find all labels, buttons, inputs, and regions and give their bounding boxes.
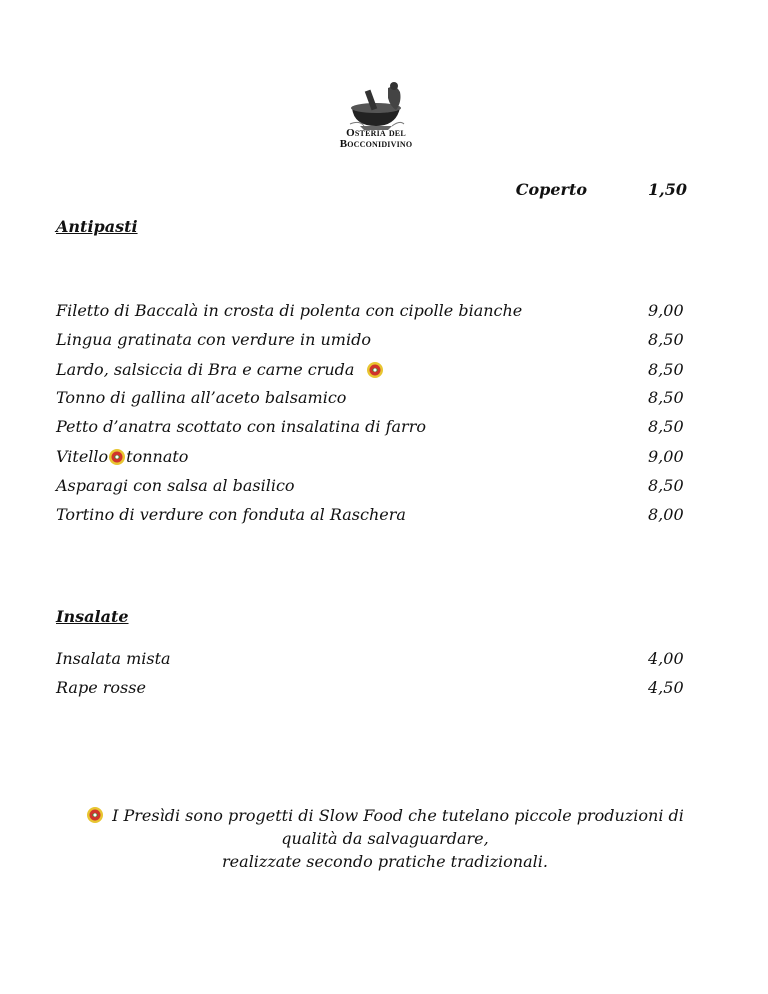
menu-item-price: 8,50 [648, 476, 684, 495]
menu-item [56, 649, 696, 671]
menu-item-price: 4,50 [648, 678, 684, 697]
presidio-icon [86, 806, 104, 824]
footnote-line-3: realizzate secondo pratiche tradizionali. [222, 852, 548, 871]
menu-item-name-part-2: tonnato [126, 447, 189, 466]
coperto-label: Coperto [515, 180, 587, 199]
mortar-pestle-icon [330, 80, 422, 130]
menu-item-price: 9,00 [648, 301, 684, 320]
menu-item-price: 4,00 [648, 649, 684, 668]
menu-item-name: Tortino di verdure con fonduta al Raschera [56, 505, 406, 524]
menu-item-name: Lardo, salsiccia di Bra e carne cruda [56, 360, 355, 379]
menu-item [56, 447, 696, 469]
presidio-footnote [80, 804, 690, 873]
menu-item-price: 8,50 [648, 330, 684, 349]
menu-item [56, 505, 696, 527]
menu-item-name-part-1: Vitello [56, 447, 109, 466]
menu-item-price: 8,00 [648, 505, 684, 524]
coperto-price: 1,50 [648, 180, 687, 199]
menu-item [56, 330, 696, 352]
logo-line-2: Bocconidivino [339, 138, 413, 150]
menu-item-price: 8,50 [648, 388, 684, 407]
logo-text [330, 128, 422, 150]
menu-item [56, 476, 696, 498]
menu-item-price: 8,50 [648, 417, 684, 436]
menu-item-name: Lingua gratinata con verdure in umido [56, 330, 371, 349]
menu-item-name: Rape rosse [56, 678, 146, 697]
footnote-line-1: I Presìdi sono progetti di Slow Food che tutelano piccole produzioni di [112, 806, 684, 825]
footnote-line-2: qualità da salvaguardare, [281, 829, 489, 848]
insalate-title: Insalate [56, 607, 129, 626]
presidio-icon [108, 448, 126, 466]
antipasti-title: Antipasti [56, 217, 138, 236]
menu-item-name: Insalata mista [56, 649, 171, 668]
menu-item [56, 360, 696, 382]
logo-line-1: Osteria del [346, 127, 406, 139]
menu-item-name: Petto d’anatra scottato con insalatina di farro [56, 417, 426, 436]
menu-item [56, 678, 696, 700]
menu-item-name: Filetto di Baccalà in crosta di polenta con cipolle bianche [56, 301, 523, 320]
menu-item [56, 388, 696, 410]
menu-item-name: Asparagi con salsa al basilico [56, 476, 295, 495]
menu-item-price: 9,00 [648, 447, 684, 466]
presidio-icon [366, 361, 384, 379]
menu-item-name: Tonno di gallina all’aceto balsamico [56, 388, 347, 407]
menu-item [56, 417, 696, 439]
menu-item [56, 301, 696, 323]
menu-item-price: 8,50 [648, 360, 684, 379]
